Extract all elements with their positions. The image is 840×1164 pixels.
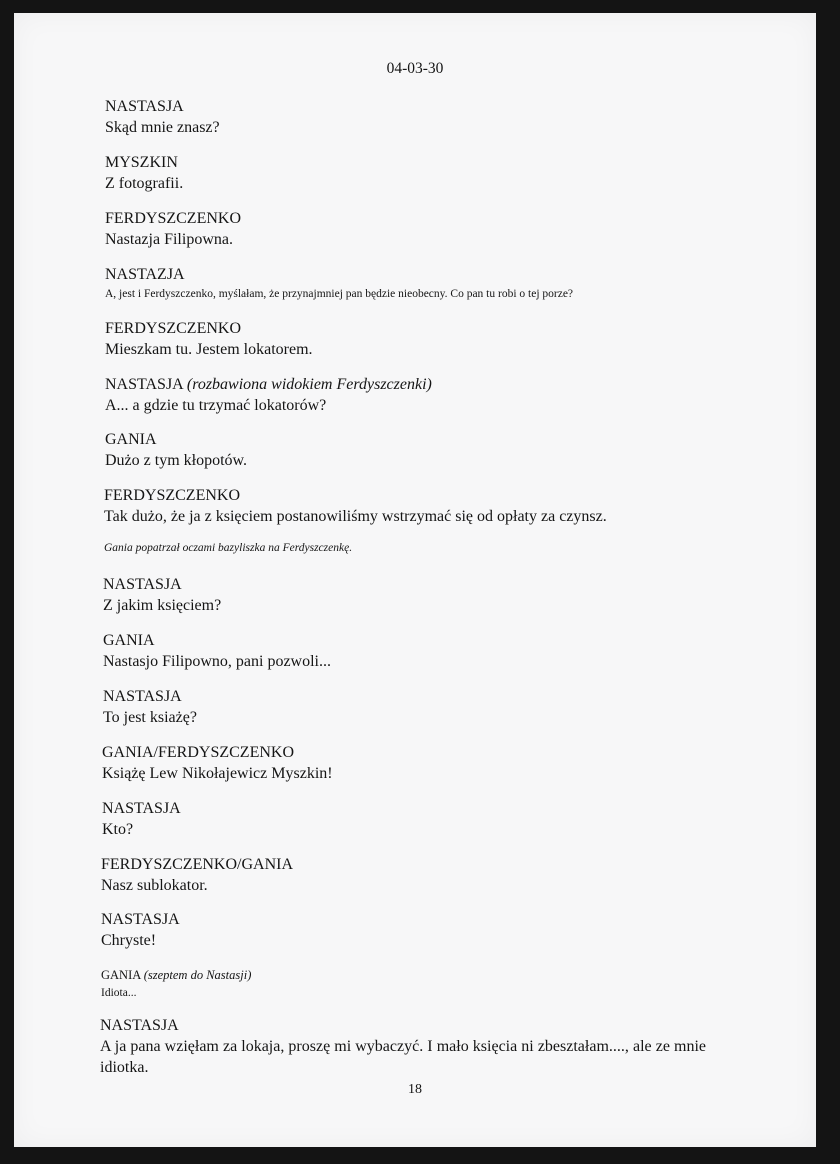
dialogue-block	[102, 742, 333, 784]
dialogue-block	[101, 854, 293, 896]
stage-direction: (rozbawiona widokiem Ferdyszczenki)	[186, 376, 432, 393]
speaker-name: GANIA	[101, 968, 141, 982]
dialogue-block	[105, 152, 183, 194]
speaker-line	[105, 374, 432, 395]
speaker-name: NASTASJA	[105, 98, 184, 115]
dialogue-block	[102, 798, 181, 840]
dialogue-block	[105, 208, 241, 250]
speaker-name: FERDYSZCZENKO	[104, 487, 241, 504]
document-page	[14, 13, 816, 1147]
speaker-name: MYSZKIN	[105, 154, 178, 171]
stage-direction: Gania popatrzał oczami bazyliszka na Ferdyszczenkę.	[104, 542, 353, 554]
dialogue-line: A... a gdzie tu trzymać lokatorów?	[105, 397, 327, 414]
dialogue-line: Książę Lew Nikołajewicz Myszkin!	[102, 765, 333, 782]
speaker-name: NASTAZJA	[105, 266, 185, 283]
dialogue-line: Z jakim księciem?	[103, 597, 222, 614]
dialogue-line: To jest ksiażę?	[103, 709, 197, 726]
dialogue-line: Dużo z tym kłopotów.	[105, 452, 248, 469]
speaker-name: NASTASJA	[100, 1017, 179, 1034]
dialogue-line: Kto?	[102, 821, 134, 838]
dialogue-block	[101, 909, 180, 951]
speaker-name: NASTASJA	[103, 576, 182, 593]
speaker-name: FERDYSZCZENKO/GANIA	[101, 856, 293, 873]
speaker-name: NASTASJA	[105, 376, 183, 393]
stage-direction: (szeptem do Nastasji)	[143, 968, 252, 982]
dialogue-block	[105, 318, 313, 360]
dialogue-line: Z fotografii.	[105, 175, 184, 192]
document-date: 04-03-30	[386, 60, 444, 77]
speaker-name: GANIA	[103, 632, 155, 649]
dialogue-block	[103, 574, 221, 616]
dialogue-line: Mieszkam tu. Jestem lokatorem.	[105, 341, 313, 358]
speaker-name: NASTASJA	[101, 911, 180, 928]
dialogue-block	[105, 429, 247, 471]
dialogue-line: Tak dużo, że ja z księciem postanowiliśmy wstrzymać się od opłaty za czynsz.	[104, 508, 607, 525]
dialogue-line: Nastasjo Filipowno, pani pozwoli...	[103, 653, 331, 670]
dialogue-block	[101, 966, 251, 1002]
dialogue-block	[105, 374, 432, 416]
dialogue-line: A ja pana wzięłam za lokaja, proszę mi wybaczyć. I mało księcia ni zbeształam...., ale ze mnie idiotka.	[100, 1038, 706, 1076]
speaker-line	[101, 966, 251, 984]
speaker-name: NASTASJA	[103, 688, 182, 705]
speaker-name: GANIA/FERDYSZCZENKO	[102, 744, 294, 761]
speaker-name: GANIA	[105, 431, 157, 448]
dialogue-block	[104, 485, 607, 527]
dialogue-line: A, jest i Ferdyszczenko, myślałam, że przynajmniej pan będzie nieobecny. Co pan tu robi o tej porze?	[105, 288, 574, 300]
dialogue-block	[103, 630, 331, 672]
dialogue-block	[100, 1015, 706, 1078]
page-number: 18	[408, 1082, 422, 1097]
speaker-name: NASTASJA	[102, 800, 181, 817]
dialogue-line: Idiota...	[101, 987, 137, 999]
speaker-name: FERDYSZCZENKO	[105, 320, 242, 337]
dialogue-block	[103, 686, 197, 728]
dialogue-line: Chryste!	[101, 932, 157, 949]
dialogue-line: Nastazja Filipowna.	[105, 231, 233, 248]
dialogue-line: Nasz sublokator.	[101, 877, 208, 894]
speaker-name: FERDYSZCZENKO	[105, 210, 242, 227]
dialogue-block	[105, 96, 220, 138]
dialogue-line: Skąd mnie znasz?	[105, 119, 220, 136]
dialogue-block	[105, 264, 573, 303]
